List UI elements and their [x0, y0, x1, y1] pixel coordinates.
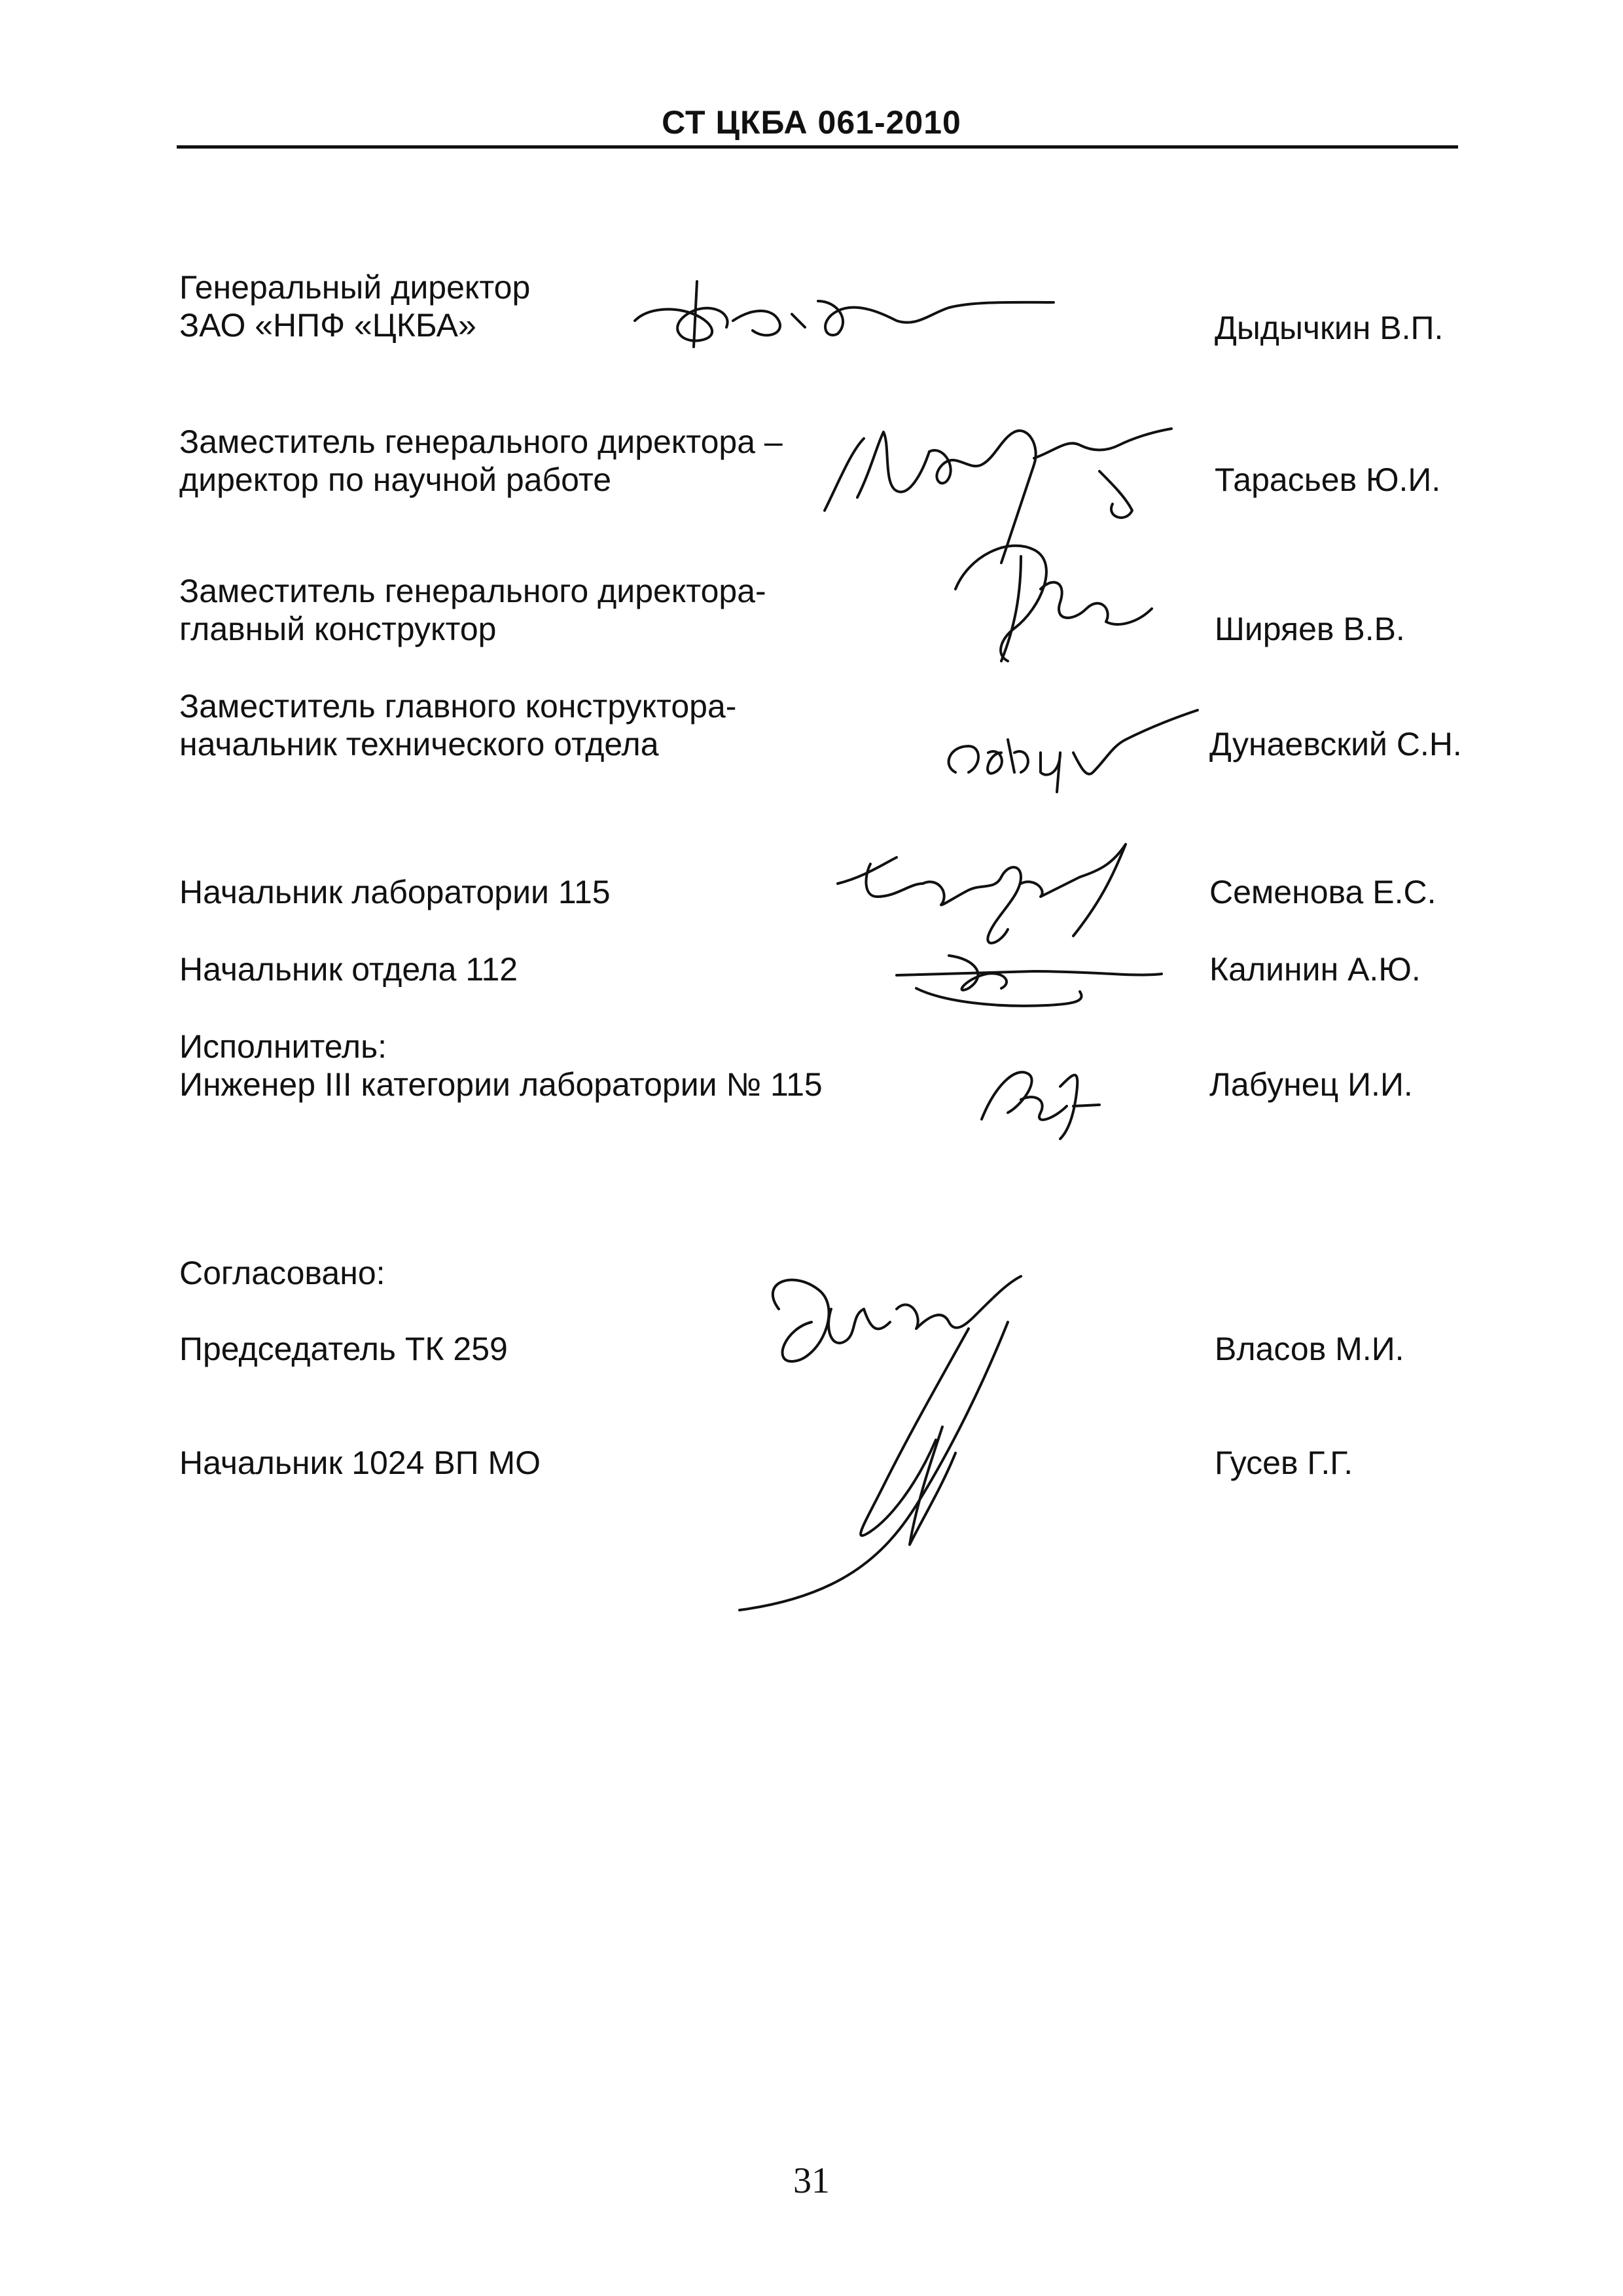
- position-line: главный конструктор: [179, 611, 497, 647]
- position-line: Начальник отдела 112: [179, 951, 518, 988]
- position-line: Заместитель генерального директора-: [179, 573, 766, 609]
- signatory-name: Тарасьев Ю.И.: [1215, 461, 1441, 498]
- position-line: начальник технического отдела: [179, 726, 659, 762]
- signatory-name: Семенова Е.С.: [1209, 874, 1436, 910]
- signature: [825, 838, 1139, 956]
- position-line: Заместитель главного конструктора-: [179, 688, 737, 725]
- signature: [720, 1270, 1086, 1636]
- signatory-name: Гусев Г.Г.: [1215, 1444, 1353, 1481]
- position-line: Начальник 1024 ВП МО: [179, 1444, 541, 1481]
- position-line: Председатель ТК 259: [179, 1331, 508, 1367]
- signatory-name: Ширяев В.В.: [1215, 611, 1405, 647]
- signature: [969, 1047, 1132, 1145]
- signature: [942, 530, 1158, 674]
- signatory-name: Власов М.И.: [1215, 1331, 1404, 1367]
- position-line: директор по научной работе: [179, 461, 612, 498]
- signature: [929, 700, 1204, 805]
- signatory-name: Дунаевский С.Н.: [1209, 726, 1462, 762]
- position-line: ЗАО «НПФ «ЦКБА»: [179, 307, 476, 344]
- signature: [622, 275, 1067, 367]
- header-rule: [177, 145, 1458, 149]
- signatory-name: Калинин А.Ю.: [1209, 951, 1421, 988]
- signatory-name: Дыдычкин В.П.: [1215, 310, 1444, 346]
- signatory-name: Лабунец И.И.: [1209, 1066, 1413, 1103]
- position-line: Начальник лаборатории 115: [179, 874, 611, 910]
- position-line: Заместитель генерального директора –: [179, 423, 783, 460]
- position-line: Исполнитель:: [179, 1028, 387, 1065]
- approval-heading: Согласовано:: [179, 1255, 385, 1291]
- document-code: СТ ЦКБА 061-2010: [662, 104, 961, 141]
- signature: [890, 942, 1165, 1014]
- page-number: 31: [793, 2161, 830, 2201]
- position-line: Генеральный директор: [179, 269, 531, 306]
- position-line: Инженер III категории лаборатории № 115: [179, 1066, 823, 1103]
